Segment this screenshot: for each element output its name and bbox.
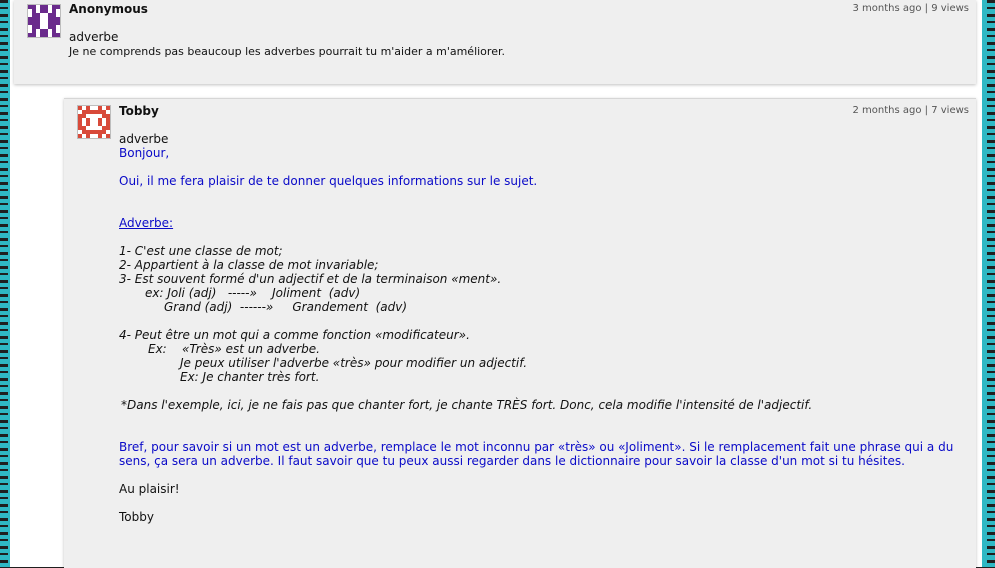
- answer-signature: Tobby: [119, 510, 154, 524]
- rule-example: Ex: Je chanter très fort.: [180, 370, 320, 384]
- rule-line: 4- Peut être un mot qui a comme fonction «modificateur».: [119, 328, 470, 342]
- question-post: [14, 0, 976, 84]
- answer-post: [64, 98, 976, 568]
- question-subject: adverbe: [69, 30, 119, 44]
- question-author[interactable]: Anonymous: [69, 2, 148, 16]
- answer-closing: Au plaisir!: [119, 482, 180, 496]
- avatar-tobby[interactable]: [77, 105, 111, 139]
- answer-time: 2 months ago: [852, 105, 922, 116]
- answer-greeting: Bonjour,: [119, 146, 170, 160]
- rule-example: ex: Joli (adj) -----» Joliment (adv): [145, 286, 361, 300]
- answer-conclusion: Bref, pour savoir si un mot est un adverbe, remplace le mot inconnu par «très» ou «Joliment». Si le remplacement fait une phrase qui a du sens, ça sera un adverbe. Il faut savoir que tu peux aussi regarder dans le dictionnaire pour savoir la classe d'un mot si tu hésites.: [119, 440, 954, 468]
- question-views: 9 views: [931, 3, 969, 14]
- meta-separator: |: [924, 105, 929, 116]
- rule-example: Ex: «Très» est un adverbe.: [148, 342, 320, 356]
- rule-example: Je peux utiliser l'adverbe «très» pour modifier un adjectif.: [180, 356, 528, 370]
- rule-line: 2- Appartient à la classe de mot invariable;: [119, 258, 379, 272]
- answer-note: *Dans l'exemple, ici, je ne fais pas que chanter fort, je chante TRÈS fort. Donc, cela modifie l'intensité de l'adjectif.: [121, 398, 813, 412]
- torn-edge-right: [981, 0, 995, 567]
- identicon-icon: [78, 106, 110, 138]
- answer-intro: Oui, il me fera plaisir de te donner quelques informations sur le sujet.: [119, 174, 538, 188]
- meta-separator: |: [924, 3, 929, 14]
- question-meta: [852, 3, 969, 14]
- thread-page: [10, 0, 982, 567]
- question-body: Je ne comprends pas beaucoup les adverbes pourrait tu m'aider a m'améliorer.: [69, 45, 505, 58]
- answer-heading: Adverbe:: [119, 216, 174, 230]
- rule-line: 1- C'est une classe de mot;: [119, 244, 283, 258]
- rule-line: 3- Est souvent formé d'un adjectif et de la terminaison «ment».: [119, 272, 502, 286]
- answer-views: 7 views: [931, 105, 969, 116]
- answer-meta: [852, 105, 969, 116]
- identicon-icon: [28, 5, 60, 37]
- answer-author[interactable]: Tobby: [119, 104, 159, 118]
- avatar-anonymous[interactable]: [27, 4, 61, 38]
- answer-subject: adverbe: [119, 132, 169, 146]
- question-time: 3 months ago: [852, 3, 922, 14]
- rule-example: Grand (adj) ------» Grandement (adv): [164, 300, 408, 314]
